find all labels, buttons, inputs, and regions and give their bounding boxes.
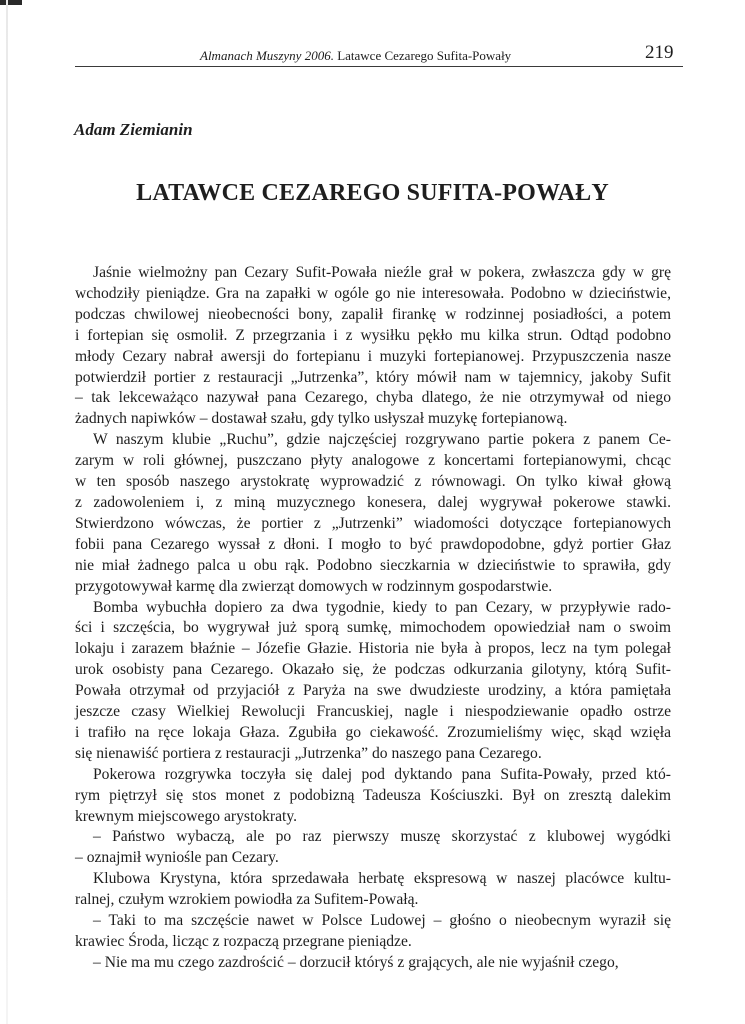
article-short-title: Latawce Cezarego Sufita-Powały bbox=[337, 48, 512, 63]
text-line: Powała otrzymał od przyjaciół z Paryża na swe dwudzieste urodziny, a która pamiętała bbox=[75, 682, 671, 700]
paragraph bbox=[75, 430, 671, 597]
text-line: i trafiło na ręce lokaja Głaza. Zgubiła go ciekawość. Zrozumieliśmy więc, skąd wzięła bbox=[75, 723, 671, 741]
running-header-title bbox=[200, 48, 511, 64]
text-line: wchodziły pieniądze. Gra na zapałki w ogóle go nie interesowała. Podobno w dzieciństwie, bbox=[75, 284, 671, 302]
text-line: Bomba wybuchła dopiero za dwa tygodnie, kiedy to pan Cezary, w przypływie rado- bbox=[93, 598, 671, 616]
author-name: Adam Ziemianin bbox=[74, 120, 193, 139]
text-line: rym piętrzył się stos monet z podobizną Tadeusza Kościuszki. Był on zresztą dalekim bbox=[75, 786, 671, 804]
text-line: jeszcze czasy Wielkiej Rewolucji Francuskiej, nagle i niespodziewanie opadło ostrze bbox=[75, 703, 671, 721]
text-line: urok osobisty pana Cezarego. Okazało się, że podczas odkurzania gilotyny, którą Sufit- bbox=[75, 661, 671, 679]
paragraph bbox=[75, 598, 671, 765]
running-header bbox=[0, 40, 745, 68]
text-line: krewnym miejscowego arystokraty. bbox=[75, 807, 298, 825]
text-line: żadnych napiwków – dostawał szału, gdy tylko usłyszał muzykę fortepianową. bbox=[75, 410, 568, 428]
text-line: Stwierdzono wówczas, że portier z „Jutrzenki” wiadomości dotyczące fortepianowych bbox=[75, 514, 671, 532]
text-line: i fortepian się osmolił. Z przegrzania i z wysiłku pękło mu kilka strun. Odtąd podobno bbox=[75, 326, 671, 344]
paragraph bbox=[75, 869, 671, 911]
text-line: krawiec Środa, licząc z rozpaczą przegrane pieniądze. bbox=[75, 933, 412, 950]
text-line: – Państwo wybaczą, ale po raz pierwszy muszę skorzystać z klubowej wygódki bbox=[93, 828, 671, 846]
text-line: nie miał żadnego palca u obu rąk. Podobno sieczkarnia w dzieciństwie to sprawiła, gdy bbox=[75, 556, 671, 574]
paragraph bbox=[75, 263, 671, 430]
text-line: W naszym klubie „Ruchu”, gdzie najczęściej rozgrywano partie pokera z panem Ce- bbox=[93, 431, 671, 449]
article-body bbox=[75, 263, 671, 974]
text-line: w ten sposób naszego arystokratę wyprowadzić z równowagi. On tylko kiwał głową bbox=[75, 473, 671, 491]
article-title: LATAWCE CEZAREGO SUFITA-POWAŁY bbox=[136, 180, 609, 206]
text-line: ści i szczęścia, bo wygrywał już sporą sumkę, mimochodem opowiedział nam o swoim bbox=[75, 619, 671, 637]
text-line: – Nie ma mu czego zazdrościć – dorzucił któryś z grających, ale nie wyjaśnił czego, bbox=[93, 953, 619, 971]
text-line: lokaju i zarazem błaźnie – Józefie Głazie. Historia nie była à propos, lecz na tym polegał bbox=[75, 640, 671, 658]
text-line: Jaśnie wielmożny pan Cezary Sufit-Powała nieźle grał w pokera, zwłaszcza gdy w grę bbox=[93, 264, 671, 281]
text-line: fobii pana Cezarego wyssał z dłoni. I mogło to być prawdopodobne, gdyż portier Głaz bbox=[75, 535, 671, 553]
journal-name: Almanach Muszyny 2006. bbox=[200, 48, 334, 63]
text-line: – oznajmił wyniośle pan Cezary. bbox=[75, 849, 279, 867]
paragraph bbox=[75, 827, 671, 869]
text-line: – tak lekceważąco nazywał pana Cezarego, chyba dlatego, że nie otrzymywał od niego bbox=[75, 389, 671, 407]
paragraph bbox=[75, 765, 671, 828]
text-line: przygotowywał karmę dla zwierząt domowych w rodzinnym gospodarstwie. bbox=[75, 577, 553, 595]
header-rule bbox=[75, 66, 683, 67]
scan-corner-mark bbox=[0, 0, 22, 5]
page-number: 219 bbox=[645, 42, 674, 63]
text-line: Klubowa Krystyna, która sprzedawała herbatę ekspresową w naszej placówce kultu- bbox=[93, 870, 671, 888]
text-line: – Taki to ma szczęście nawet w Polsce Ludowej – głośno o nieobecnym wyraził się bbox=[93, 912, 671, 930]
text-line: zarym w roli głównej, puszczano płyty analogowe z koncertami fortepianowymi, chcąc bbox=[75, 452, 671, 470]
text-line: ralnej, czułym wzrokiem powiodła za Sufitem-Powałą. bbox=[75, 891, 419, 909]
text-line: się nienawiść portiera z restauracji „Jutrzenka” do naszego pana Cezarego. bbox=[75, 744, 542, 762]
text-line: młody Cezary nabrał awersji do fortepianu i muzyki fortepianowej. Przypuszczenia nasze bbox=[75, 347, 671, 365]
paragraph bbox=[75, 911, 671, 953]
scan-binding-edge bbox=[6, 0, 8, 1024]
text-line: z zadowoleniem i, z miną muzycznego konesera, dalej wygrywał pokerowe stawki. bbox=[75, 493, 671, 511]
paragraph bbox=[75, 953, 671, 974]
text-line: potwierdził portier z restauracji „Jutrzenka”, który mówił nam w tajemnicy, jakoby Sufit bbox=[75, 368, 671, 386]
text-line: Pokerowa rozgrywka toczyła się dalej pod dyktando pana Sufita-Powały, przed któ- bbox=[93, 765, 671, 783]
text-line: podczas chwilowej nieobecności bony, zapalił firankę w rodzinnej posiadłości, a potem bbox=[75, 305, 671, 323]
